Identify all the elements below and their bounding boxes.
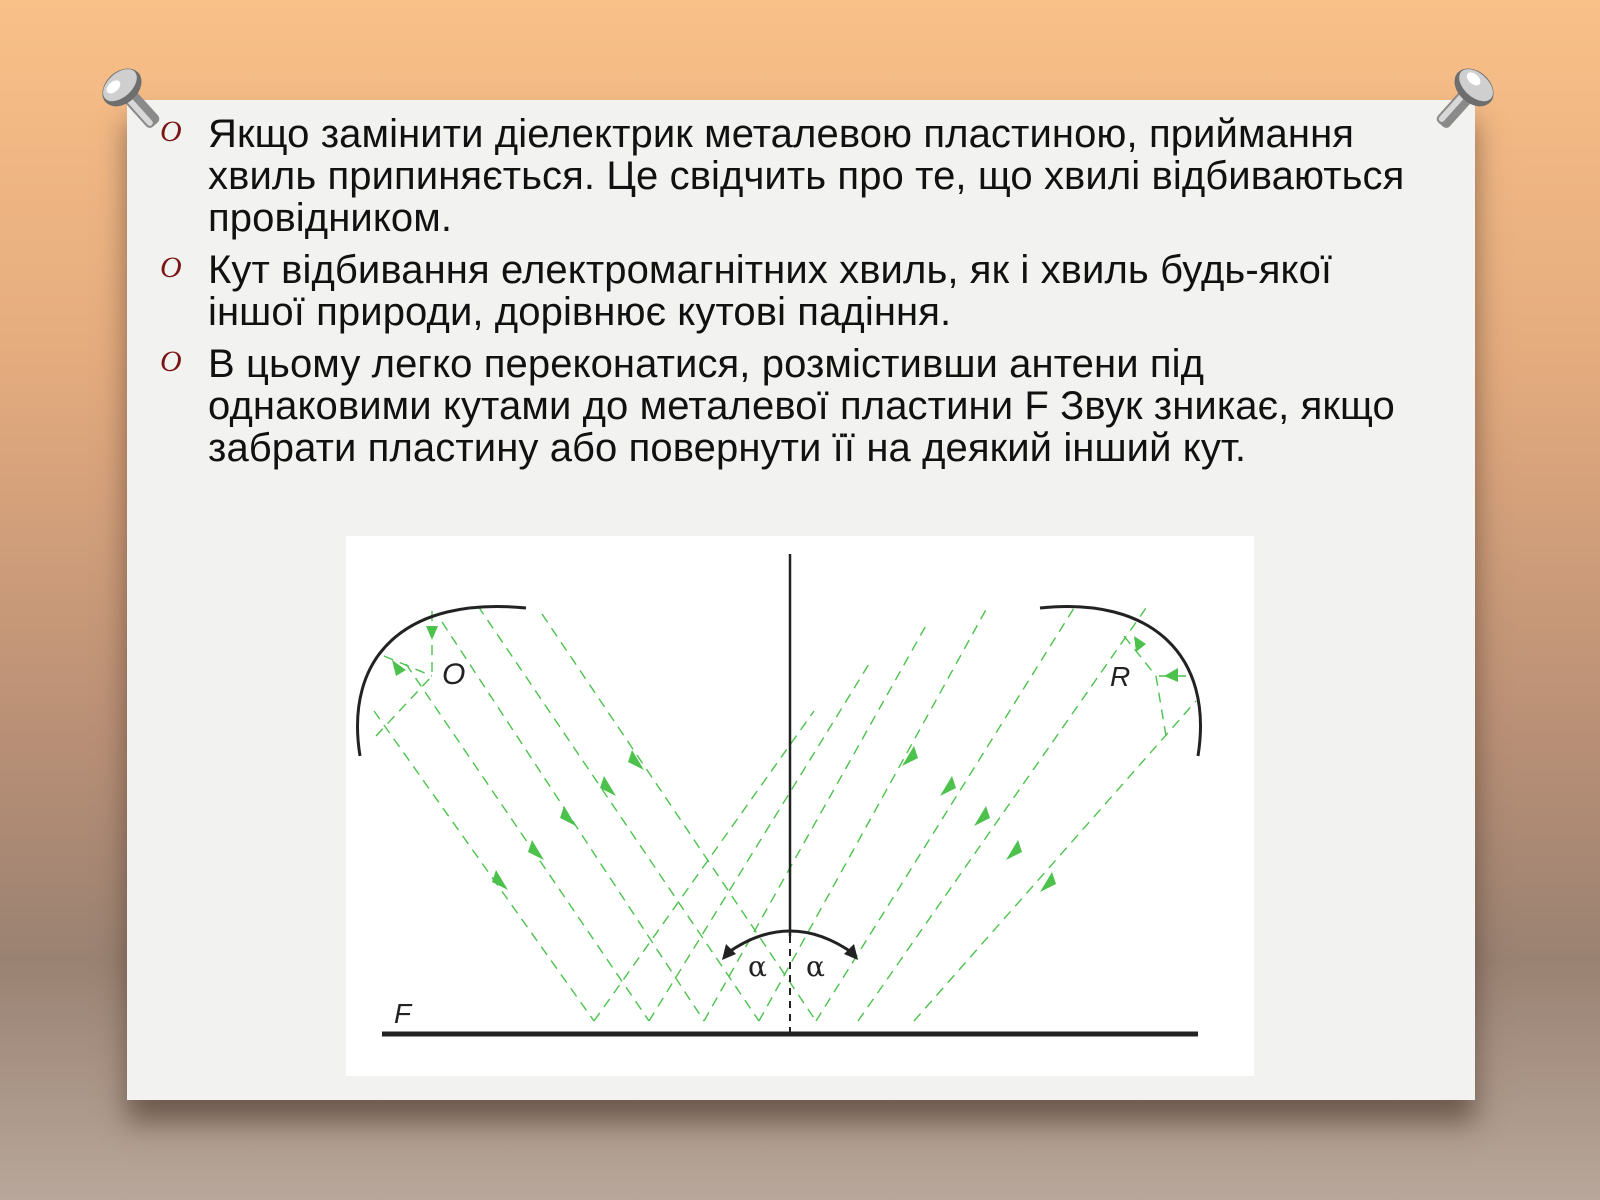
bullet-text: В цьому легко переконатися, розмістивши антени під однаковими кутами до металевої пластини F Звук зникає, якщо забрати пластину або повернути її на деякий інший кут. xyxy=(208,342,1395,470)
bullet-text: Кут відбивання електромагнітних хвиль, як і хвиль будь-якої іншої природи, дорівнює кутові падіння. xyxy=(208,248,1333,334)
bullet-marker-icon: O xyxy=(160,345,182,378)
angle-label-right: α xyxy=(806,950,825,983)
reflection-diagram xyxy=(346,536,1254,1076)
bullet-item xyxy=(160,113,1410,239)
angle-label-left: α xyxy=(748,950,767,983)
bullet-item xyxy=(160,343,1410,469)
bullet-list xyxy=(160,113,1410,479)
receiver-label: R xyxy=(1110,661,1131,692)
bullet-marker-icon: O xyxy=(160,115,182,148)
bullet-text: Якщо замінити діелектрик металевою пластиною, приймання хвиль припиняється. Це свідчить про те, що хвилі відбиваються провідником. xyxy=(208,112,1405,240)
bullet-marker-icon: O xyxy=(160,251,182,284)
plate-label: F xyxy=(394,998,412,1029)
wave-rays xyxy=(374,606,1196,1021)
bullet-item xyxy=(160,249,1410,333)
transmitter-label: O xyxy=(442,658,466,691)
angle-arrow-icon xyxy=(722,944,736,960)
angle-arrow-icon xyxy=(844,944,858,960)
wave-arrow-icons xyxy=(392,626,1178,892)
